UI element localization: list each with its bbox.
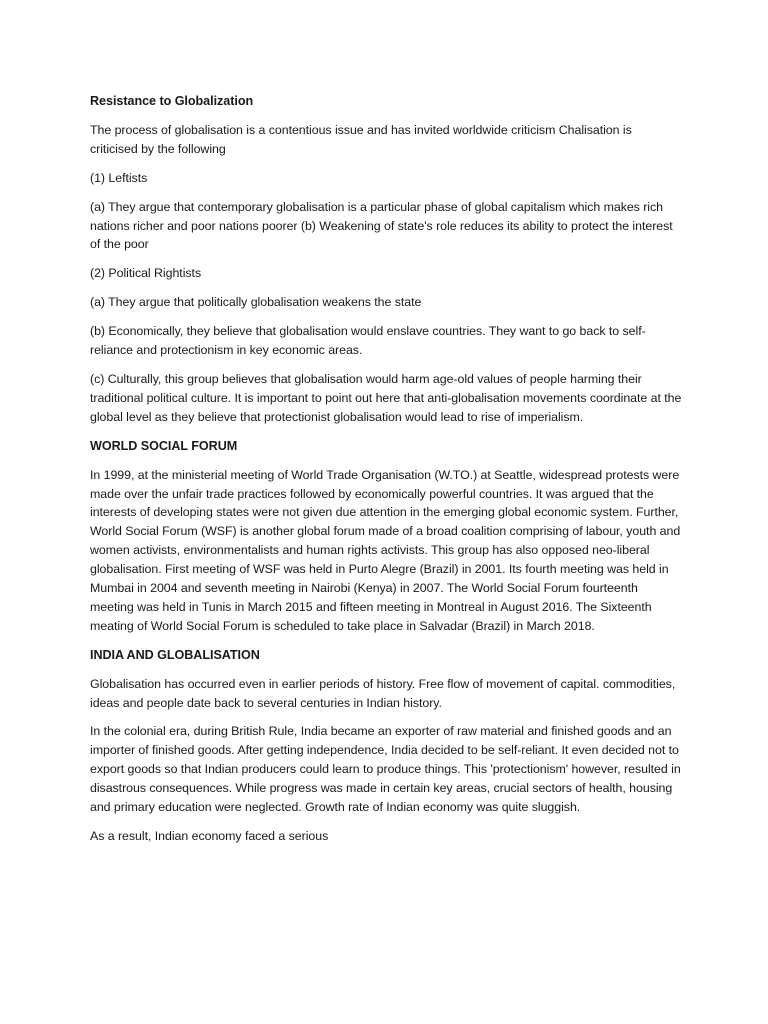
rightists-point-b: (b) Economically, they believe that globalisation would enslave countries. They want to go back to self-reliance and protectionism in key economic areas.	[90, 324, 646, 358]
india-paragraph-2: In the colonial era, during British Rule, India became an exporter of raw material and finished goods and an importer of finished goods. After getting independence, India decided to be self-reliant. It even decided not to export goods so that Indian producers could learn to produce things. This 'protectionism' however, resulted in disastrous consequences. While progress was made in certain key areas, crucial sectors of health, housing and primary education were neglected. Growth rate of Indian economy was quite sluggish.	[90, 724, 681, 815]
rightists-label: (2) Political Rightists	[90, 266, 202, 281]
heading-india-and-globalisation: INDIA AND GLOBALISATION	[90, 647, 260, 662]
leftists-point: (a) They argue that contemporary globalisation is a particular phase of global capitalism which makes rich nations richer and poor nations poorer (b) Weakening of state's role reduces its ability to protect the interest of the poor	[90, 199, 673, 252]
heading-resistance-to-globalization: Resistance to Globalization	[90, 94, 254, 108]
rightists-point-c: (c) Culturally, this group believes that globalisation would harm age-old values of people harming their traditional political culture. It is important to point out here that anti-globalisation movements coordinate at the global level as they believe that protectionist globalisation would lead to rise of imperialism.	[90, 371, 682, 424]
wsf-paragraph: In 1999, at the ministerial meeting of World Trade Organisation (W.TO.) at Seattle, widespread protests were made over the unfair trade practices followed by economically powerful countries. It was argued that the interests of developing states were not given due attention in the emerging global economic system. Further, World Social Forum (WSF) is another global forum made of a broad coalition comprising of labour, youth and women activists, environmentalists and human rights activists. This group has also opposed neo-liberal globalisation. First meeting of WSF was held in Purto Alegre (Brazil) in 2001. Its fourth meeting was held in Mumbai in 2004 and seventh meeting in Nairobi (Kenya) in 2007. The World Social Forum fourteenth meeting was held in Tunis in March 2015 and fifteen meeting in Montreal in August 2016. The Sixteenth meating of World Social Forum is scheduled to take place in Salvadar (Brazil) in March 2018.	[90, 467, 681, 633]
rightists-point-a: (a) They argue that politically globalisation weakens the state	[90, 295, 422, 310]
india-paragraph-3: As a result, Indian economy faced a serious	[90, 829, 329, 843]
document-page	[90, 92, 682, 856]
intro-paragraph: The process of globalisation is a contentious issue and has invited worldwide criticism Chalisation is criticised by the following	[90, 122, 632, 156]
leftists-label: (1) Leftists	[90, 170, 148, 185]
heading-world-social-forum: WORLD SOCIAL FORUM	[90, 438, 238, 453]
india-paragraph-1: Globalisation has occurred even in earlier periods of history. Free flow of movement of capital. commodities, ideas and people date back to several centuries in Indian history.	[90, 676, 676, 710]
